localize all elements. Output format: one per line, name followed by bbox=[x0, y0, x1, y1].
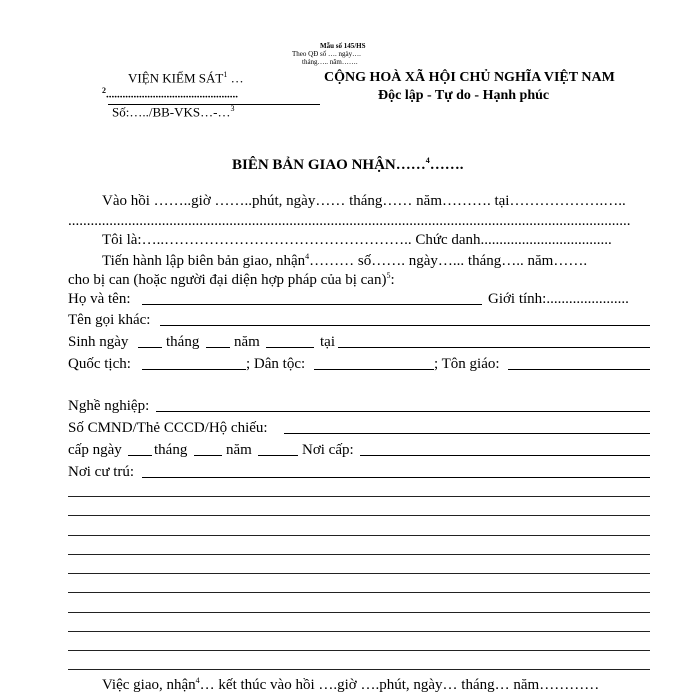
birth-day-field[interactable] bbox=[138, 347, 162, 348]
form-code-date: tháng….. năm……. bbox=[302, 58, 358, 66]
document-title-footnote: 4 bbox=[425, 156, 430, 165]
issue-place-label: Nơi cấp: bbox=[302, 442, 354, 458]
blank-line[interactable] bbox=[68, 554, 650, 555]
handover-end-line bbox=[102, 676, 599, 694]
recipient-line-text: cho bị can (hoặc người đại diện hợp pháp của bị can) bbox=[68, 272, 387, 288]
birth-year-label: năm bbox=[234, 334, 260, 350]
nationality-field[interactable] bbox=[142, 369, 246, 370]
full-name-label: Họ và tên: bbox=[68, 291, 131, 307]
blank-line[interactable] bbox=[68, 496, 650, 497]
birth-place-label: tại bbox=[320, 334, 335, 350]
blank-line[interactable] bbox=[68, 573, 650, 574]
officer-line: Tôi là:…..………………………………………….. Chức danh................................... bbox=[102, 232, 612, 248]
recipient-line-footnote: 5 bbox=[386, 271, 391, 280]
document-number-text: Số:…../BB-VKS…-… bbox=[112, 104, 231, 120]
handover-end-b: … kết thúc vào hồi ….giờ ….phút, ngày… tháng… năm………… bbox=[199, 677, 600, 693]
occupation-label: Nghề nghiệp: bbox=[68, 398, 150, 414]
residence-label: Nơi cư trú: bbox=[68, 464, 135, 480]
agency-name-text: VIỆN KIỂM SÁT bbox=[128, 70, 224, 86]
handover-end-footnote: 4 bbox=[195, 676, 200, 685]
record-line-a: Tiến hành lập biên bản giao, nhận bbox=[102, 253, 306, 269]
form-code-decision: Theo QĐ số …. ngày…. bbox=[292, 50, 361, 58]
religion-field[interactable] bbox=[508, 369, 650, 370]
blank-line[interactable] bbox=[68, 612, 650, 613]
record-line-b: ……… số……. ngày…... tháng….. năm……. bbox=[309, 253, 588, 269]
birth-month-field[interactable] bbox=[206, 347, 230, 348]
issue-date-label: cấp ngày bbox=[68, 442, 122, 458]
record-line-footnote: 4 bbox=[305, 252, 310, 261]
agency-tail: … bbox=[227, 70, 244, 86]
sub-agency-footnote: 2 bbox=[102, 86, 106, 95]
document-number-footnote: 3 bbox=[230, 104, 235, 113]
recipient-line-tail: : bbox=[390, 272, 395, 288]
issue-month-field[interactable] bbox=[194, 455, 222, 456]
issue-year-label: năm bbox=[226, 442, 252, 458]
form-code-number: Mẫu số 145/HS bbox=[320, 42, 366, 50]
ethnicity-label: ; Dân tộc: bbox=[246, 356, 306, 372]
issue-day-field[interactable] bbox=[128, 455, 152, 456]
full-name-field[interactable] bbox=[142, 304, 482, 305]
issue-year-field[interactable] bbox=[258, 455, 298, 456]
agency-footnote: 1 bbox=[223, 70, 228, 79]
sub-agency-dots: ................................................ bbox=[106, 88, 238, 101]
document-number bbox=[112, 104, 234, 120]
blank-line[interactable] bbox=[68, 631, 650, 632]
issue-month-label: tháng bbox=[154, 442, 188, 458]
blank-line[interactable] bbox=[68, 515, 650, 516]
blank-line[interactable] bbox=[68, 669, 650, 670]
time-place-continuation: ...................................................................................................................................................... bbox=[68, 213, 631, 229]
residence-field[interactable] bbox=[142, 477, 650, 478]
document-title bbox=[232, 156, 464, 174]
sub-agency-line bbox=[102, 86, 238, 101]
other-name-label: Tên gọi khác: bbox=[68, 312, 151, 328]
birth-month-label: tháng bbox=[166, 334, 200, 350]
birth-date-label: Sinh ngày bbox=[68, 334, 129, 350]
other-name-field[interactable] bbox=[160, 325, 650, 326]
agency-name bbox=[128, 70, 244, 86]
ethnicity-field[interactable] bbox=[314, 369, 434, 370]
occupation-field[interactable] bbox=[156, 411, 650, 412]
nation-motto: Độc lập - Tự do - Hạnh phúc bbox=[378, 88, 550, 103]
religion-label: ; Tôn giáo: bbox=[434, 356, 500, 372]
issue-place-field[interactable] bbox=[360, 455, 650, 456]
blank-line[interactable] bbox=[68, 592, 650, 593]
handover-end-a: Việc giao, nhận bbox=[102, 677, 196, 693]
nationality-label: Quốc tịch: bbox=[68, 356, 131, 372]
birth-year-field[interactable] bbox=[266, 347, 314, 348]
nation-name: CỘNG HOÀ XÃ HỘI CHỦ NGHĨA VIỆT NAM bbox=[324, 70, 615, 85]
blank-line[interactable] bbox=[68, 535, 650, 536]
time-place-line: Vào hồi ……..giờ ……..phút, ngày…… tháng…… năm………. tại……………….….. bbox=[102, 193, 626, 209]
birth-place-field[interactable] bbox=[338, 347, 650, 348]
id-number-field[interactable] bbox=[284, 433, 650, 434]
record-line bbox=[102, 252, 587, 270]
blank-line[interactable] bbox=[68, 650, 650, 651]
document-title-text: BIÊN BẢN GIAO NHẬN…… bbox=[232, 157, 426, 173]
id-number-label: Số CMND/Thẻ CCCD/Hộ chiếu: bbox=[68, 420, 268, 436]
gender-label: Giới tính:...................... bbox=[488, 291, 629, 307]
recipient-line bbox=[68, 271, 395, 289]
document-title-tail: ……. bbox=[429, 157, 464, 173]
